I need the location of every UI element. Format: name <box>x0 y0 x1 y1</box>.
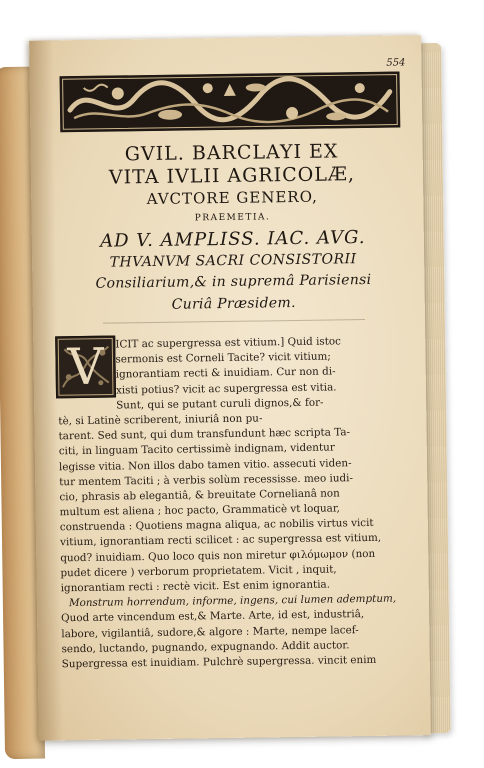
body-line: labore, vigilantiâ, sudore,& algore : Marte, nempe lacef- <box>61 623 359 640</box>
body-line: ICIT ac supergressa est vitium.] Quid istoc <box>115 335 342 351</box>
body-line: xisti potius? vicit ac supergressa est vitia. <box>115 380 337 397</box>
initial-letter: V <box>67 337 105 397</box>
body-line: sendo, luctando, pugnando, expugnando. Addit auctor. <box>61 639 350 656</box>
body-line: Supergressa est inuidiam. Pulchrè supergressa. vincit enim <box>61 653 377 671</box>
body-line: sermonis est Corneli Tacite? vicit vitium; <box>115 350 331 366</box>
body-line: tarent. Sed sunt, qui dum transfundunt hæc scripta Ta- <box>58 426 351 443</box>
woodcut-headpiece <box>60 72 401 133</box>
book-page <box>29 35 431 740</box>
body-line: multum est aliena ; hoc pacto, Grammaticè vt loquar, <box>59 502 341 519</box>
dedication-line-2: THVANVM SACRI CONSISTORII <box>109 251 357 271</box>
page-number: 554 <box>386 57 406 69</box>
body-line: vitium, ignorantiam recti scilicet : ac supergressa est vitium, <box>59 532 382 549</box>
body-text <box>57 333 418 672</box>
dedication-line-3: Consiliarium,& in supremâ Parisiensi <box>95 271 372 292</box>
body-line: pudet dicere ) verborum proprietatem. Vicit , inquit, <box>60 563 337 580</box>
body-line: legisse vitia. Non illos dabo tamen vitio. assecuti viden- <box>58 456 352 473</box>
body-line: tè, si Latinè scriberent, iniuriâ non pu- <box>58 412 263 428</box>
title-line-4: PRAEMETIA. <box>194 212 271 224</box>
body-line: Sunt, qui se putant curuli dignos,& for- <box>116 396 324 412</box>
book <box>0 27 453 761</box>
body-line: tur mentem Taciti ; à verbis solùm recessisse. meo iudi- <box>59 471 354 488</box>
body-line: cio, phrasis ab elegantiâ, & breuitate Cornelianâ non <box>59 487 340 504</box>
dedication-line-4: Curiâ Præsidem. <box>171 294 296 313</box>
headpiece-ornament-icon <box>60 72 401 133</box>
body-line: Quod arte vincendum est,& Marte. Arte, id est, industriâ, <box>61 608 365 625</box>
title-line-3: AVCTORE GENERO, <box>146 187 318 209</box>
body-line: Monstrum horrendum, informe, ingens, cui lumen ademptum, <box>68 592 397 610</box>
body-line: quod? inuidiam. Quo loco quis non miretur φιλόμωμον (non <box>60 547 376 564</box>
dedication-line-1: AD V. AMPLISS. IAC. AVG. <box>99 227 366 252</box>
section-divider <box>103 319 365 324</box>
title-line-1: GVIL. BARCLAYI EX <box>124 140 339 166</box>
body-line: ignorantiam recti & inuidiam. Cur non di- <box>115 365 336 381</box>
body-line: citi, in linguam Tacito certissimè indignam, videntur <box>58 441 335 458</box>
body-line: ignorantiam recti : rectè vicit. Est enim ignorantia. <box>60 578 331 595</box>
title-line-2: VITA IVLII AGRICOLÆ, <box>108 163 356 189</box>
body-line: construenda : Quotiens magna aliqua, ac nobilis virtus vicit <box>59 517 374 534</box>
